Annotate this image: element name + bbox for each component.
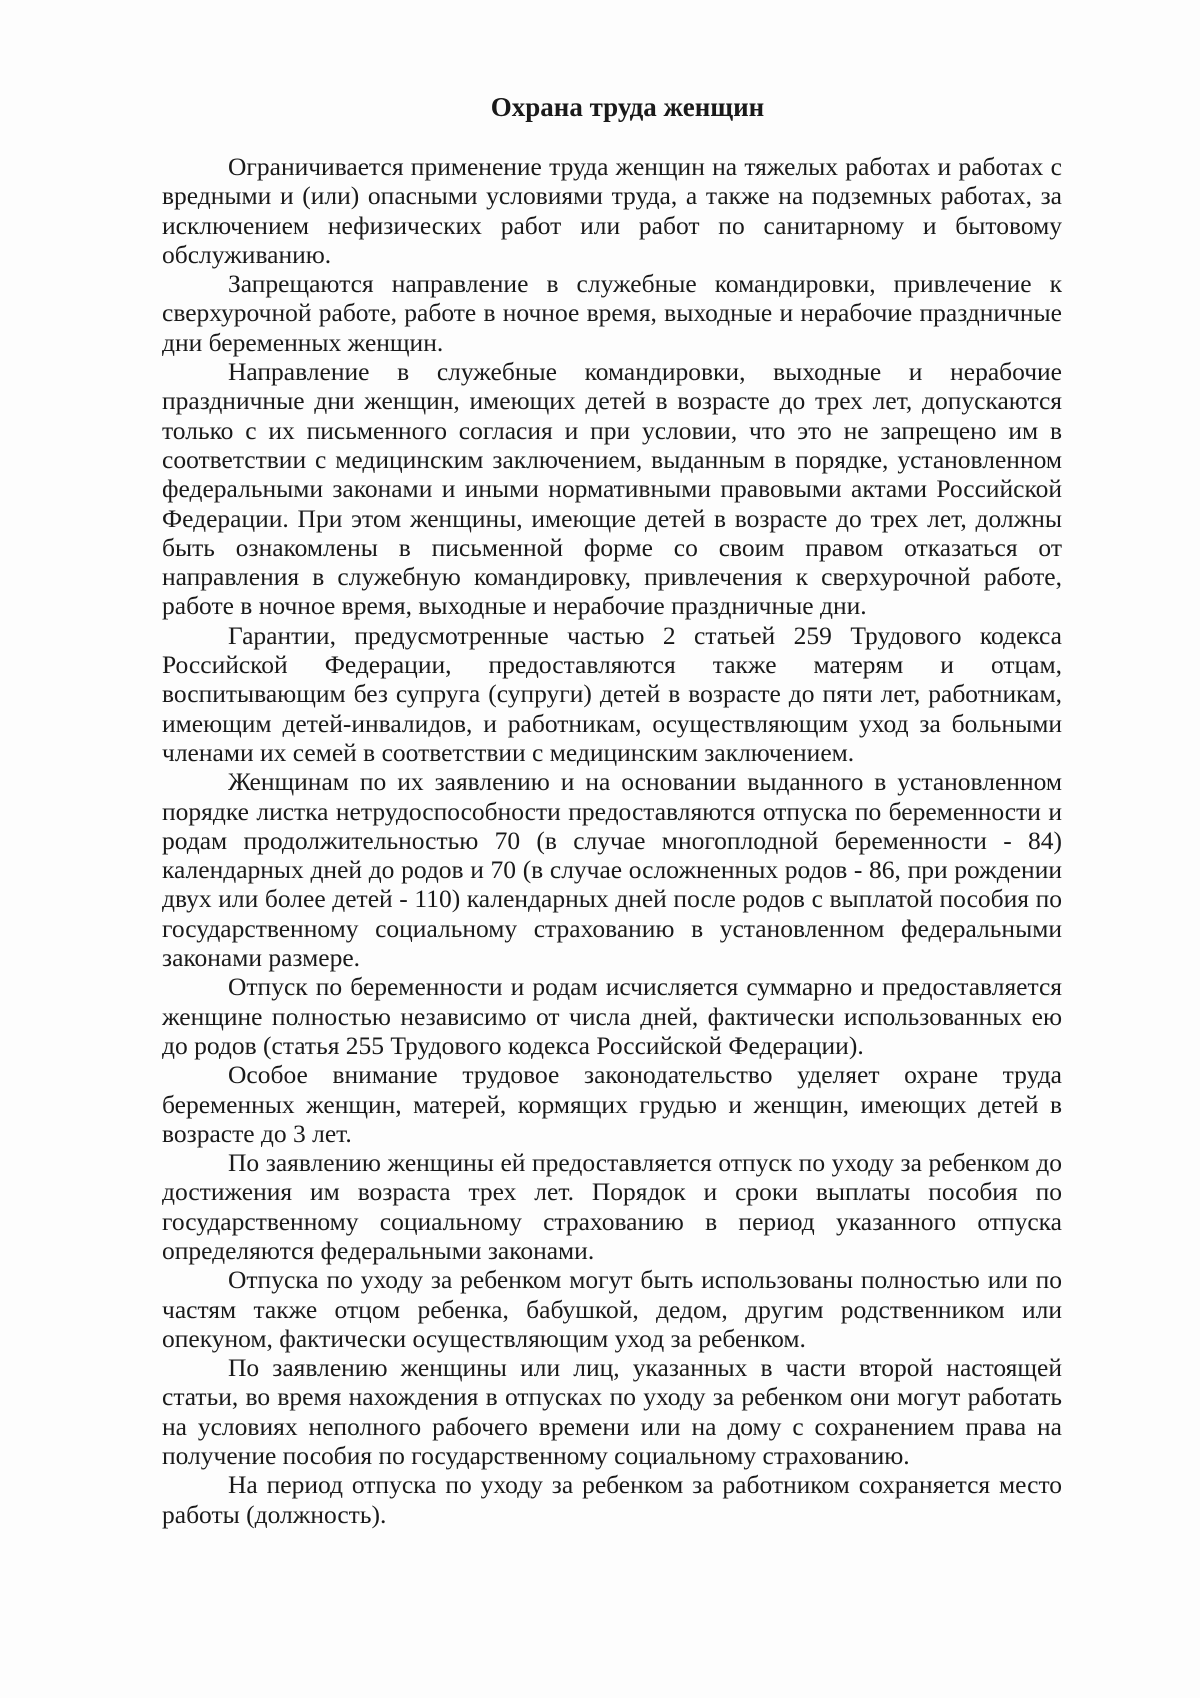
document-body: [162, 152, 1062, 1529]
paragraph-pregnant-prohibitions: Запрещаются направление в служебные командировки, привлечение к сверхурочной работе, работе в ночное время, выходные и нерабочие праздничные дни беременных женщин.: [162, 269, 1062, 357]
paragraph-childcare-leave: По заявлению женщины ей предоставляется отпуск по уходу за ребенком до достижения им возраста трех лет. Порядок и сроки выплаты пособия по государственному социальному страхованию в период указанного отпуска определяются федеральными законами.: [162, 1148, 1062, 1265]
paragraph-part-time-work: По заявлению женщины или лиц, указанных в части второй настоящей статьи, во время нахождения в отпусках по уходу за ребенком они могут работать на условиях неполного рабочего времени или на дому с сохранением права на получение пособия по государственному социальному страхованию.: [162, 1353, 1062, 1471]
paragraph-children-under-three: Направление в служебные командировки, выходные и нерабочие праздничные дни женщин, имеющих детей в возрасте до трех лет, допускаются только с их письменного согласия и при условии, что это не запрещено им в соответствии с медицинским заключением, выданным в порядке, установленном федеральными законами и иными нормативными правовыми актами Российской Федерации. При этом женщины, имеющие детей в возрасте до трех лет, должны быть ознакомлены в письменной форме со своим правом отказаться от направления в служебную командировку, привлечения к сверхурочной работе, работе в ночное время, выходные и нерабочие праздничные дни.: [162, 357, 1062, 621]
paragraph-leave-by-relatives: Отпуска по уходу за ребенком могут быть использованы полностью или по частям также отцом ребенка, бабушкой, дедом, другим родственником или опекуном, фактически осуществляющим уход за ребенком.: [162, 1265, 1062, 1353]
paragraph-guarantees: Гарантии, предусмотренные частью 2 статьей 259 Трудового кодекса Российской Федерации, предоставляются также матерям и отцам, воспитывающим без супруга (супруги) детей в возрасте до пяти лет, работникам, имеющим детей-инвалидов, и работникам, осуществляющим уход за больными членами их семей в соответствии с медицинским заключением.: [162, 620, 1062, 767]
paragraph-restrictions: Ограничивается применение труда женщин на тяжелых работах и работах с вредными и (или) опасными условиями труда, а также на подземных работах, за исключением нефизических работ или работ по санитарному и бытовому обслуживанию.: [162, 152, 1062, 269]
paragraph-job-retention: На период отпуска по уходу за ребенком за работником сохраняется место работы (должность).: [162, 1470, 1062, 1529]
paragraph-special-attention: Особое внимание трудовое законодательство уделяет охране труда беременных женщин, матерей, кормящих грудью и женщин, имеющих детей в возрасте до 3 лет.: [162, 1060, 1062, 1148]
paragraph-leave-calculation: Отпуск по беременности и родам исчисляется суммарно и предоставляется женщине полностью независимо от числа дней, фактически использованных ею до родов (статья 255 Трудового кодекса Российской Федерации).: [162, 972, 1062, 1060]
document-title: Охрана труда женщин: [490, 92, 765, 122]
paragraph-maternity-leave: Женщинам по их заявлению и на основании выданного в установленном порядке листка нетрудоспособности предоставляются отпуска по беременности и родам продолжительностью 70 (в случае многоплодной беременности - 84) календарных дней до родов и 70 (в случае осложненных родов - 86, при рождении двух или более детей - 110) календарных дней после родов с выплатой пособия по государственному социальному страхованию в установленном федеральными законами размере.: [162, 767, 1062, 973]
